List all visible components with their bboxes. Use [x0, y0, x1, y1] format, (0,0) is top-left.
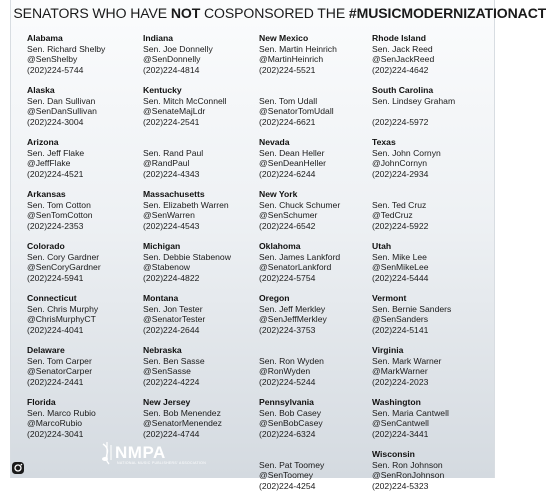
state-label: Oklahoma: [259, 241, 301, 251]
senator-name: Sen. Pat Toomey: [259, 459, 325, 470]
twitter-handle[interactable]: @SenatorCarper: [27, 366, 93, 376]
twitter-handle[interactable]: @TedCruz: [372, 210, 413, 220]
twitter-handle[interactable]: @RonWyden: [259, 366, 311, 376]
phone-number[interactable]: (202)224-2541: [143, 116, 200, 127]
senator-entry: [259, 345, 377, 387]
senator-name: Sen. Rand Paul: [143, 147, 204, 158]
twitter-handle[interactable]: @SenWarren: [143, 210, 195, 220]
phone-number[interactable]: (202)224-5444: [372, 272, 429, 283]
state-label: Alaska: [27, 85, 55, 95]
senator-name: Sen. Lindsey Graham: [372, 95, 456, 106]
senator-entry: [143, 137, 261, 179]
state-label: Washington: [372, 397, 421, 407]
phone-number[interactable]: (202)224-6324: [259, 428, 316, 439]
senator-entry: [27, 85, 145, 127]
state-label: [259, 449, 377, 460]
state-label: Montana: [143, 293, 179, 303]
twitter-handle[interactable]: @ChrisMurphyCT: [27, 314, 96, 324]
phone-number[interactable]: (202)224-4254: [259, 480, 316, 491]
phone-number[interactable]: (202)224-5922: [372, 220, 429, 231]
twitter-handle[interactable]: @SenCoryGardner: [27, 262, 101, 272]
state-label: New Jersey: [143, 397, 191, 407]
senator-name: Sen. Jeff Flake: [27, 147, 85, 158]
state-label: New Mexico: [259, 33, 309, 43]
phone-number[interactable]: (202)224-2441: [27, 376, 84, 387]
phone-number[interactable]: (202)224-5141: [372, 324, 429, 335]
twitter-handle[interactable]: @RandPaul: [143, 158, 190, 168]
instagram-icon[interactable]: [11, 461, 25, 475]
twitter-handle[interactable]: @SenBobCasey: [259, 418, 323, 428]
state-label: Alabama: [27, 33, 63, 43]
senator-columns: [27, 33, 494, 491]
state-label: Florida: [27, 397, 56, 407]
state-label: Oregon: [259, 293, 290, 303]
senator-entry: [27, 137, 145, 179]
state-label: Michigan: [143, 241, 181, 251]
senator-entry: [259, 293, 377, 335]
senator-entry: [372, 293, 490, 335]
senator-column: [372, 33, 490, 501]
senator-name: Sen. Tom Udall: [259, 95, 318, 106]
phone-number[interactable]: (202)224-6244: [259, 168, 316, 179]
senator-name: Sen. Mitch McConnell: [143, 95, 227, 106]
phone-number[interactable]: (202)224-5323: [372, 480, 429, 491]
state-label: Colorado: [27, 241, 65, 251]
twitter-handle[interactable]: @SenatorTester: [143, 314, 206, 324]
senator-name: Sen. Chris Murphy: [27, 303, 99, 314]
senator-name: Sen. Martin Heinrich: [259, 43, 337, 54]
twitter-handle[interactable]: @SenSasse: [143, 366, 191, 376]
phone-number[interactable]: (202)224-5521: [259, 64, 316, 75]
twitter-handle[interactable]: @SenDanSullivan: [27, 106, 97, 116]
phone-number[interactable]: (202)224-4543: [143, 220, 200, 231]
state-label: Delaware: [27, 345, 65, 355]
senator-name: Sen. Richard Shelby: [27, 43, 106, 54]
twitter-handle[interactable]: @SenatorLankford: [259, 262, 332, 272]
twitter-handle[interactable]: @SenateMajLdr: [143, 106, 206, 116]
senator-name: Sen. John Cornyn: [372, 147, 441, 158]
senator-name: Sen. Ron Wyden: [259, 355, 324, 366]
twitter-handle[interactable]: @SenSanders: [372, 314, 429, 324]
logo-text: NMPA: [115, 443, 166, 462]
senator-entry: [259, 449, 377, 491]
twitter-handle[interactable]: @SenTomCotton: [27, 210, 93, 220]
senator-name: Sen. Jeff Merkley: [259, 303, 326, 314]
senator-entry: [143, 241, 261, 283]
twitter-handle[interactable]: @SenMikeLee: [372, 262, 429, 272]
twitter-handle[interactable]: @SenDeanHeller: [259, 158, 327, 168]
phone-number[interactable]: (202)224-4642: [372, 64, 429, 75]
phone-number[interactable]: (202)224-2353: [27, 220, 84, 231]
senator-entry: [259, 241, 377, 283]
logo-subtitle: NATIONAL MUSIC PUBLISHERS' ASSOCIATION: [117, 461, 207, 465]
state-label: Pennsylvania: [259, 397, 314, 407]
senator-name: Sen. Tom Cotton: [27, 199, 91, 210]
phone-number[interactable]: (202)224-4041: [27, 324, 84, 335]
twitter-handle[interactable]: @SenJeffMerkley: [259, 314, 327, 324]
senator-name: Sen. Tom Carper: [27, 355, 92, 366]
senator-entry: [372, 449, 490, 491]
headline-emphasis: NOT: [170, 6, 201, 22]
headline-hashtag: #MUSICMODERNIZATIONACT: [348, 6, 546, 22]
senator-entry: [259, 397, 377, 439]
phone-number[interactable]: (202)224-2934: [372, 168, 429, 179]
phone-number[interactable]: (202)224-5972: [372, 116, 429, 127]
senator-entry: [372, 85, 490, 127]
state-label: Vermont: [372, 293, 407, 303]
twitter-handle[interactable]: @JohnCornyn: [372, 158, 428, 168]
twitter-handle[interactable]: @SenatorMenendez: [143, 418, 222, 428]
twitter-handle[interactable]: @SenatorTomUdall: [259, 106, 334, 116]
senator-entry: [259, 33, 377, 75]
senator-name: Sen. Elizabeth Warren: [143, 199, 229, 210]
twitter-handle[interactable]: [372, 106, 490, 117]
twitter-handle[interactable]: @MarcoRubio: [27, 418, 83, 428]
senator-entry: [27, 397, 145, 439]
senator-name: Sen. Mark Warner: [372, 355, 442, 366]
senator-entry: [372, 241, 490, 283]
phone-number[interactable]: (202)224-3041: [27, 428, 84, 439]
state-label: Virginia: [372, 345, 404, 355]
state-label: Massachusetts: [143, 189, 205, 199]
senator-column: [27, 33, 145, 449]
senator-entry: [27, 33, 145, 75]
twitter-handle[interactable]: @SenDonnelly: [143, 54, 201, 64]
state-label: Utah: [372, 241, 392, 251]
state-label: [259, 345, 377, 356]
phone-number[interactable]: (202)224-5244: [259, 376, 316, 387]
senator-entry: [372, 345, 490, 387]
senator-name: Sen. Ron Johnson: [372, 459, 443, 470]
state-label: Arkansas: [27, 189, 66, 199]
phone-number[interactable]: (202)224-5744: [27, 64, 84, 75]
headline-middle: COSPONSORED THE: [204, 6, 346, 22]
senator-name: Sen. Dan Sullivan: [27, 95, 96, 106]
phone-number[interactable]: (202)224-4343: [143, 168, 200, 179]
state-label: South Carolina: [372, 85, 434, 95]
senator-entry: [143, 293, 261, 335]
senator-name: Sen. Bob Menendez: [143, 407, 221, 418]
state-label: Arizona: [27, 137, 59, 147]
phone-number[interactable]: (202)224-4822: [143, 272, 200, 283]
senator-entry: [372, 189, 490, 231]
state-label: [143, 137, 261, 148]
senator-entry: [372, 397, 490, 439]
headline-prefix: SENATORS WHO HAVE: [13, 6, 168, 22]
state-label: Nebraska: [143, 345, 182, 355]
senator-name: Sen. Dean Heller: [259, 147, 325, 158]
senator-entry: [27, 345, 145, 387]
senator-name: Sen. Chuck Schumer: [259, 199, 341, 210]
senator-entry: [143, 33, 261, 75]
phone-number[interactable]: (202)224-6621: [259, 116, 316, 127]
senator-entry: [143, 85, 261, 127]
state-label: Nevada: [259, 137, 290, 147]
senator-entry: [27, 241, 145, 283]
twitter-handle[interactable]: @MartinHeinrich: [259, 54, 324, 64]
senator-entry: [372, 137, 490, 179]
phone-number[interactable]: (202)224-4224: [143, 376, 200, 387]
phone-number[interactable]: (202)224-6542: [259, 220, 316, 231]
senator-name: Sen. Joe Donnelly: [143, 43, 213, 54]
senator-name: Sen. Debbie Stabenow: [143, 251, 231, 262]
twitter-handle[interactable]: @Stabenow: [143, 262, 190, 272]
phone-number[interactable]: (202)224-2644: [143, 324, 200, 335]
phone-number[interactable]: (202)224-5941: [27, 272, 84, 283]
senator-name: Sen. Marco Rubio: [27, 407, 96, 418]
twitter-handle[interactable]: @SenToomey: [259, 470, 314, 480]
phone-number[interactable]: (202)224-2023: [372, 376, 429, 387]
phone-number[interactable]: (202)224-5754: [259, 272, 316, 283]
senator-entry: [143, 189, 261, 231]
senator-entry: [27, 293, 145, 335]
phone-number[interactable]: (202)224-4814: [143, 64, 200, 75]
twitter-handle[interactable]: @SenShelby: [27, 54, 78, 64]
senator-name: Sen. Maria Cantwell: [372, 407, 449, 418]
phone-number[interactable]: (202)224-3441: [372, 428, 429, 439]
phone-number[interactable]: (202)224-4521: [27, 168, 84, 179]
senator-name: Sen. Mike Lee: [372, 251, 427, 262]
senator-entry: [259, 189, 377, 231]
senator-name: Sen. Jon Tester: [143, 303, 203, 314]
phone-number[interactable]: (202)224-3753: [259, 324, 316, 335]
state-label: New York: [259, 189, 298, 199]
twitter-handle[interactable]: @JeffFlake: [27, 158, 71, 168]
twitter-handle[interactable]: @SenCantwell: [372, 418, 429, 428]
senator-entry: [372, 33, 490, 75]
senator-entry: [143, 397, 261, 439]
senator-entry: [259, 137, 377, 179]
state-label: [259, 85, 377, 96]
headline: [13, 6, 546, 22]
twitter-handle[interactable]: @SenJackReed: [372, 54, 435, 64]
senator-entry: [143, 345, 261, 387]
senator-entry: [27, 189, 145, 231]
state-label: Rhode Island: [372, 33, 426, 43]
twitter-handle[interactable]: @SenSchumer: [259, 210, 318, 220]
senator-column: [259, 33, 377, 501]
senator-entry: [259, 85, 377, 127]
senator-name: Sen. Ted Cruz: [372, 199, 427, 210]
phone-number[interactable]: (202)224-4744: [143, 428, 200, 439]
state-label: Indiana: [143, 33, 174, 43]
senator-column: [143, 33, 261, 449]
state-label: Kentucky: [143, 85, 182, 95]
twitter-handle[interactable]: @MarkWarner: [372, 366, 428, 376]
state-label: [372, 189, 490, 200]
state-label: Texas: [372, 137, 396, 147]
phone-number[interactable]: (202)224-3004: [27, 116, 84, 127]
senator-name: Sen. Bob Casey: [259, 407, 322, 418]
senator-name: Sen. Bernie Sanders: [372, 303, 452, 314]
senator-name: Sen. Cory Gardner: [27, 251, 100, 262]
senator-name: Sen. James Lankford: [259, 251, 341, 262]
infographic-card: [10, 0, 546, 491]
state-label: Wisconsin: [372, 449, 415, 459]
twitter-handle[interactable]: @SenRonJohnson: [372, 470, 445, 480]
state-label: Connecticut: [27, 293, 77, 303]
senator-name: Sen. Jack Reed: [372, 43, 433, 54]
nmpa-logo: [99, 440, 207, 466]
senator-name: Sen. Ben Sasse: [143, 355, 205, 366]
